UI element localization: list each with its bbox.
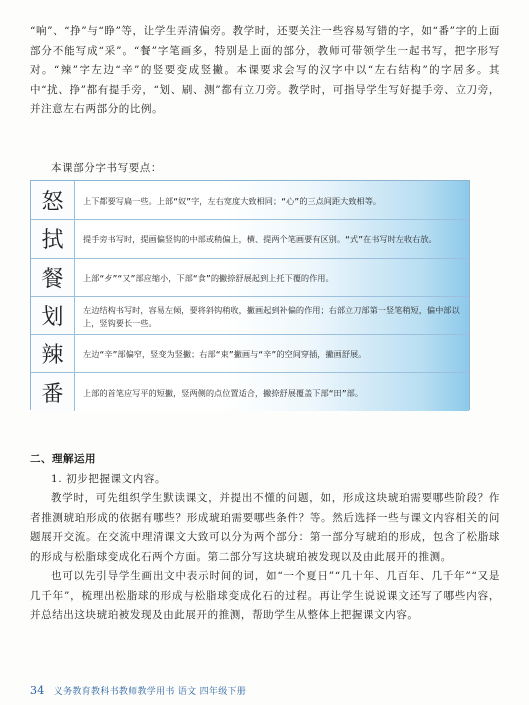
character-cell: 划 [31, 297, 75, 334]
body-paragraph-timeline: 也可以先引导学生画出文中表示时间的词，如“一个夏日”“几十年、几百年、几千年”“又是几千年”，梳理出松脂球的形成与松脂球变成化石的过程。再让学生说说课文还写了哪些内容，并总结出这块琥珀被发现及由此展开的推测，帮助学生从整体上把握课文内容。 [30, 570, 500, 621]
opening-paragraph: “响”、“挣”与“睁”等，让学生弄清偏旁。教学时，还要关注一些容易写错的字，如“番”字的上面部分不能写成“采”。“餐”字笔画多，特别是上面的部分，教师可带领学生一起书写，把字形写对。“辣”字左边“辛”的竖要变成竖撇。本课要求会写的汉字中以“左右结构”的字居多。其中“扰、挣”都有提手旁，“划、刷、测”都有立刀旁。教学时，可指导学生写好提手旁、立刀旁，并注意左右两部分的比例。 [30, 25, 500, 115]
writing-tip: 左边“辛”部偏窄，竖变为竖撇；右部“束”撇画与“辛”的空间穿插，撇画舒展。 [75, 335, 469, 372]
body-paragraph-teaching: 教学时，可先组织学生默读课文，并提出不懂的问题，如，形成这块琥珀需要哪些阶段？作者推测琥珀形成的依据有哪些？形成琥珀需要哪些条件？等。然后选择一些与课文内容相关的问题展开交流。在交流中理清课文大致可以分为两个部分：第一部分写琥珀的形成，包含了松脂球的形成与松脂球变成化石两个方面。第二部分写这块琥珀被发现以及由此展开的推测。 [30, 492, 500, 563]
writing-tip: 上部“歺”“又”部应缩小，下部“食”的撇捺舒展起到上托下覆的作用。 [75, 259, 469, 296]
character-cell: 拭 [31, 220, 75, 257]
character-cell: 餐 [31, 259, 75, 296]
table-row [31, 296, 469, 334]
writing-tip: 上部的首笔应写平的短撇，竖两侧的点位置适合，撇捺舒展覆盖下部“田”部。 [75, 373, 469, 410]
table-row [31, 258, 469, 296]
page-footer [30, 684, 246, 697]
table-intro: 本课部分字书写要点： [51, 162, 162, 174]
page-number: 34 [30, 684, 45, 697]
writing-tip: 上下都要写扁一些。上部“奴”字，左右宽度大致相同；“心”的三点间距大致相等。 [75, 181, 469, 219]
character-cell: 番 [31, 373, 75, 410]
character-cell: 辣 [31, 335, 75, 372]
table-row [31, 372, 469, 410]
book-title: 义务教育教科书教师教学用书 语文 四年级下册 [53, 687, 247, 697]
writing-tip: 左边结构书写时，容易左倾，要将斜钩稍收，撇画起到补偏的作用；右部立刀部第一竖笔稍短，偏中部以上，竖钩要长一些。 [75, 297, 469, 334]
section-heading: 二、理解运用 [30, 453, 96, 465]
character-cell: 怒 [31, 181, 75, 219]
table-row [31, 181, 469, 219]
writing-tip: 提手旁书写时，提画偏竖钩的中部或稍偏上，横、提两个笔画要有区别。“式”在书写时左收右放。 [75, 220, 469, 257]
sub-heading: 1. 初步把握课文内容。 [51, 473, 167, 485]
table-row [31, 334, 469, 372]
table-row [31, 219, 469, 257]
writing-points-table [30, 180, 470, 410]
